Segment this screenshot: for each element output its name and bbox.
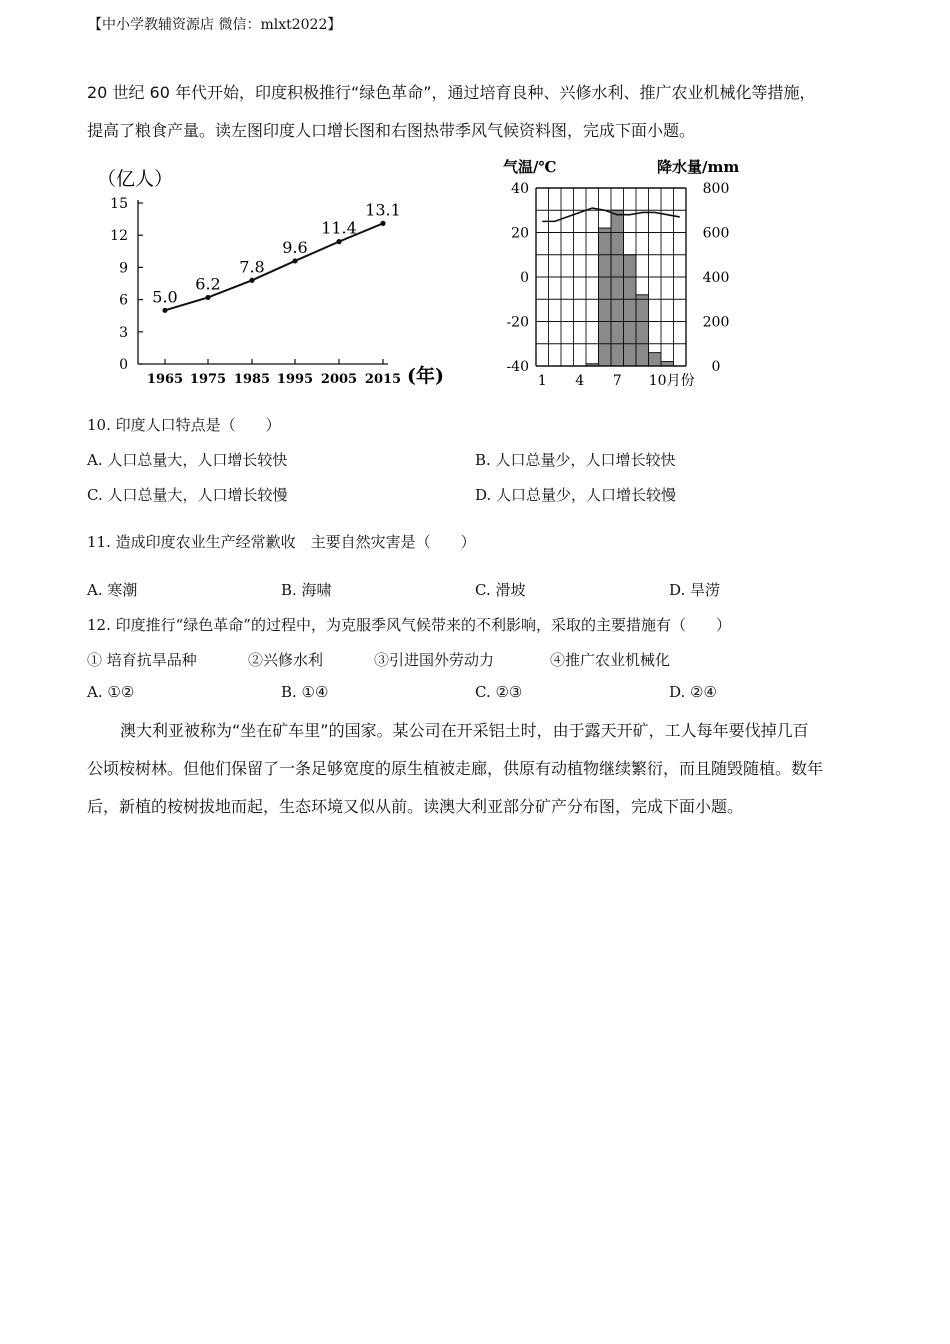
population-data-label: 9.6 [282,237,308,257]
precipitation-bar [624,255,637,366]
population-x-tick-label: 1995 [276,372,314,387]
question-12-stem: 12. 印度推行“绿色革命”的过程中，为克服季风气候带来的不利影响，采取的主要措施有（ ） [87,616,731,634]
population-point [162,308,167,313]
question-10-stem: 10. 印度人口特点是（ ） [87,416,281,434]
intro2-line1: 澳大利亚被称为“坐在矿车里”的国家。某公司在开采铝土时，由于露天开矿，工人每年要伐掉几百 [120,721,809,740]
precipitation-tick-label: 800 [702,181,730,197]
q10-option-a: A. 人口总量大，人口增长较快 [87,451,288,469]
precipitation-tick-label: 200 [702,314,730,331]
temperature-tick-label: -40 [506,359,529,375]
population-x-tick-label: 1975 [189,372,227,387]
population-y-tick-label: 3 [119,324,128,341]
q12-measure-4: ④推广农业机械化 [550,651,671,669]
population-y-tick-label: 15 [110,196,128,212]
intro2-line3: 后，新植的桉树拔地而起，生态环境又似从前。读澳大利亚部分矿产分布图，完成下面小题。 [87,797,744,816]
population-data-label: 11.4 [321,218,357,238]
q12-option-b: B. ①④ [281,683,329,701]
population-point [336,239,341,244]
intro1-line1: 20 世纪 60 年代开始，印度积极推行“绿色革命”，通过培育良种、兴修水利、推广农业机械化等措施， [87,83,816,102]
q12-option-a: A. ①② [87,683,135,701]
population-point [292,258,297,263]
temperature-tick-label: 40 [511,181,529,197]
temperature-tick-label: 20 [511,225,529,242]
population-x-tick-label: 2005 [320,372,358,387]
q10-option-c: C. 人口总量大，人口增长较慢 [87,486,288,504]
population-x-tick-label: 2015 [364,372,402,387]
q11-option-a: A. 寒潮 [87,581,138,599]
page-header: 【中小学教辅资源店 微信：mlxt2022】 [88,17,342,33]
population-data-label: 5.0 [152,287,178,307]
intro2-line2: 公顷桉树林。但他们保留了一条足够宽度的原生植被走廊，供原有动植物继续繁衍，而且随毁随植。数年 [87,759,824,778]
population-y-tick-label: 6 [119,292,128,309]
q10-option-d: D. 人口总量少，人口增长较慢 [475,486,677,504]
q12-measure-1: ① 培育抗旱品种 [87,651,197,669]
temperature-tick-label: 0 [520,270,529,286]
precipitation-bar [611,210,624,366]
month-tick-label: 1 [537,373,547,389]
precipitation-tick-label: 0 [711,359,721,375]
precipitation-tick-label: 600 [702,225,730,242]
population-data-label: 6.2 [195,274,221,294]
precipitation-bar [599,228,612,366]
q11-option-d: D. 旱涝 [669,581,721,599]
population-point [249,278,254,283]
population-y-tick-label: 0 [119,357,128,373]
month-tick-label: 4 [575,373,585,389]
temperature-tick-label: -20 [506,314,529,331]
population-x-label: (年) [407,365,444,387]
q12-option-d: D. ②④ [669,683,717,701]
climate-left-label: 气温/℃ [503,158,557,176]
precipitation-bar [636,295,649,366]
population-chart [85,158,455,390]
q11-option-c: C. 滑坡 [475,581,526,599]
q12-measure-3: ③引进国外劳动力 [374,651,495,669]
population-y-tick-label: 12 [110,228,128,245]
question-11-stem: 11. 造成印度农业生产经常歉收 主要自然灾害是（ ） [87,533,476,551]
intro1-line2: 提高了粮食产量。读左图印度人口增长图和右图热带季风气候资料图，完成下面小题。 [87,121,696,140]
precipitation-tick-label: 400 [702,270,730,286]
population-x-tick-label: 1965 [146,372,184,387]
population-point [205,295,210,300]
q12-option-c: C. ②③ [475,683,523,701]
population-y-tick-label: 9 [119,260,128,277]
population-data-label: 7.8 [239,257,265,277]
population-data-label: 13.1 [365,200,401,220]
q10-option-b: B. 人口总量少，人口增长较快 [475,451,676,469]
month-tick-label: 10月份 [648,373,695,389]
climate-right-label: 降水量/mm [657,158,740,176]
population-x-tick-label: 1985 [233,372,271,387]
month-tick-label: 7 [612,373,622,389]
population-y-label: （亿人） [97,168,174,190]
population-point [380,221,385,226]
climate-chart [495,152,745,392]
q12-measure-2: ②兴修水利 [248,651,324,669]
q11-option-b: B. 海啸 [281,581,332,599]
precipitation-bar [649,353,662,366]
